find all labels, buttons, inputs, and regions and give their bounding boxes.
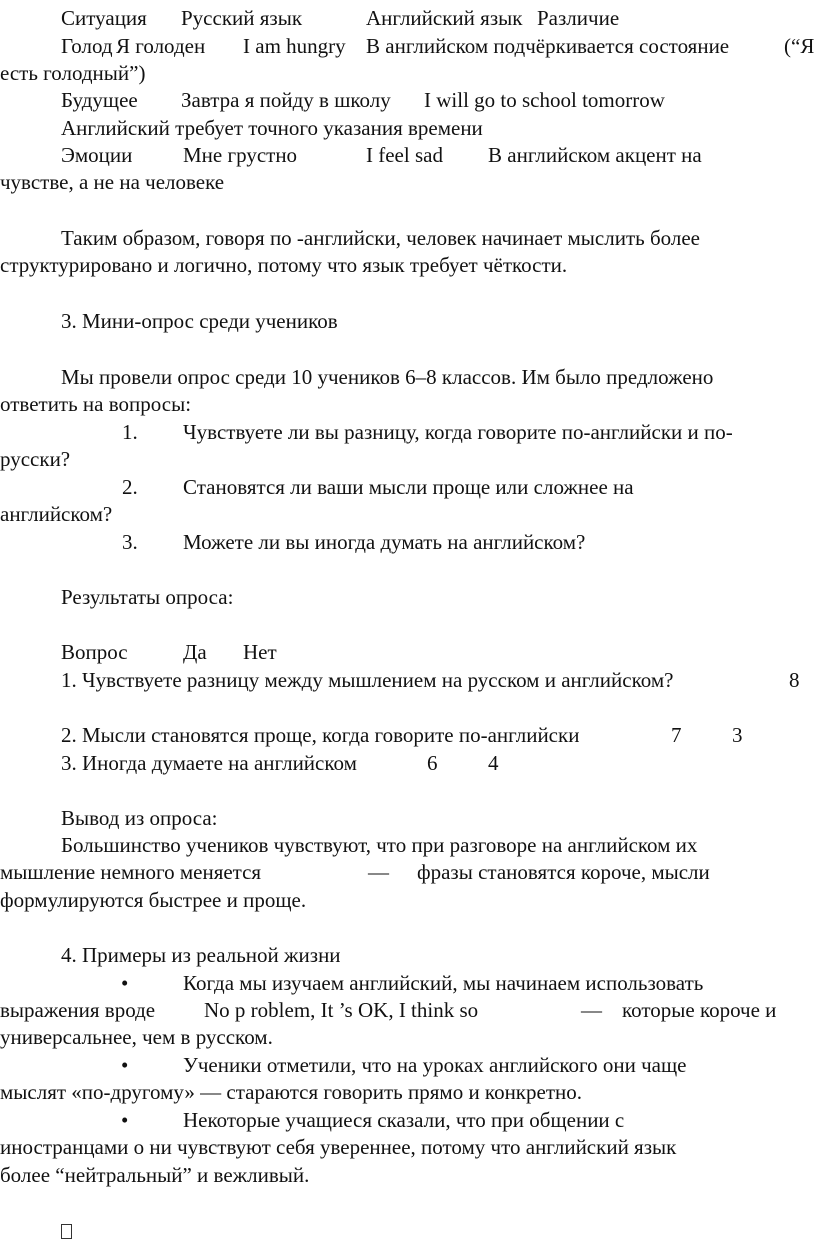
bullet-icon: • — [121, 1108, 129, 1132]
cell-english: I am hungry — [243, 34, 346, 58]
question-text: Становятся ли ваши мысли проще или сложнее на — [183, 475, 634, 499]
bullet-text: Ученики отметили, что на уроках английского они чаще — [183, 1053, 687, 1077]
results-yes: 6 — [427, 751, 438, 775]
cell-russian: Я голоден — [116, 34, 206, 58]
question-number: 2. — [122, 475, 138, 499]
results-header-question: Вопрос — [61, 640, 128, 664]
cell-note-start: (“Я — [784, 34, 815, 58]
survey-conclusion-line2a: мышление немного меняется — [0, 860, 262, 884]
bullet-text: Когда мы изучаем английский, мы начинаем использовать — [183, 971, 704, 995]
results-question: 3. Иногда думаете на английском — [61, 751, 357, 775]
question-number: 3. — [122, 530, 138, 554]
bullet-dash: — — [581, 998, 602, 1022]
conclusion-paragraph-line2: структурировано и логично, потому что язык требует чёткости. — [0, 253, 568, 277]
cell-english: I will go to school tomorrow — [424, 88, 665, 112]
question-text: Можете ли вы иногда думать на английском? — [183, 530, 586, 554]
cell-situation: Будущее — [61, 88, 138, 112]
cell-situation: Голод — [61, 34, 113, 58]
results-yes: 7 — [671, 723, 682, 747]
cell-english: I feel sad — [366, 143, 443, 167]
bullet-text-b: No p roblem, It ’s OK, I think so — [204, 998, 479, 1022]
results-label: Результаты опроса: — [61, 585, 234, 609]
results-no: 4 — [488, 751, 499, 775]
bullet-text: Некоторые учащиеся сказали, что при общении с — [183, 1108, 625, 1132]
section4-heading: 4. Примеры из реальной жизни — [61, 943, 341, 967]
cell-difference: В английском акцент на — [488, 143, 702, 167]
results-question: 2. Мысли становятся проще, когда говорите по-английски — [61, 723, 580, 747]
survey-conclusion-line1: Большинство учеников чувствуют, что при разговоре на английском их — [61, 833, 698, 857]
cell-russian: Мне грустно — [183, 143, 298, 167]
header-english: Английский язык — [366, 6, 523, 30]
results-no: 3 — [732, 723, 743, 747]
bullet-3-line2: иностранцами о ни чувствуют себя увереннее, потому что английский язык — [0, 1135, 677, 1159]
results-header-yes: Да — [183, 640, 207, 664]
results-yes: 8 — [789, 668, 800, 692]
survey-conclusion-line2b: фразы становятся короче, мысли — [417, 860, 710, 884]
question-number: 1. — [122, 420, 138, 444]
cell-difference-end: чувстве, а не на человеке — [0, 170, 225, 194]
cell-difference: Английский требует точного указания времени — [61, 116, 483, 140]
header-russian: Русский язык — [181, 6, 303, 30]
question-text: Чувствуете ли вы разницу, когда говорите по-английски и по- — [183, 420, 733, 444]
header-difference: Различие — [537, 6, 620, 30]
survey-conclusion-dash: — — [368, 860, 389, 884]
bullet-icon: • — [121, 1053, 129, 1077]
results-question: 1. Чувствуете разницу между мышлением на русском и английском? — [61, 668, 674, 692]
section3-intro-line2: ответить на вопросы: — [0, 392, 192, 416]
question-1-cont: русски? — [0, 447, 71, 471]
survey-conclusion-line3: формулируются быстрее и проще. — [0, 888, 307, 912]
bullet-3-line3: более “нейтральный” и вежливый. — [0, 1163, 310, 1187]
bullet-1-line3: универсальнее, чем в русском. — [0, 1025, 273, 1049]
results-header-no: Нет — [243, 640, 277, 664]
cell-situation: Эмоции — [61, 143, 133, 167]
bullet-text-c: которые короче и — [622, 998, 777, 1022]
question-2-cont: английском? — [0, 502, 113, 526]
header-situation: Ситуация — [61, 6, 147, 30]
placeholder-box-icon — [61, 1224, 72, 1239]
conclusion-paragraph-line1: Таким образом, говоря по -английски, человек начинает мыслить более — [61, 226, 700, 250]
cell-russian: Завтра я пойду в школу — [181, 88, 391, 112]
section3-intro-line1: Мы провели опрос среди 10 учеников 6–8 классов. Им было предложено — [61, 365, 714, 389]
survey-conclusion-label: Вывод из опроса: — [61, 806, 218, 830]
bullet-icon: • — [121, 971, 129, 995]
cell-note-end: есть голодный”) — [0, 61, 146, 85]
bullet-2-line2: мыслят «по-другому» — стараются говорить прямо и конкретно. — [0, 1080, 582, 1104]
cell-difference: В английском подчёркивается состояние — [366, 34, 730, 58]
bullet-text-a: выражения вроде — [0, 998, 156, 1022]
section3-heading: 3. Мини-опрос среди учеников — [61, 309, 338, 333]
